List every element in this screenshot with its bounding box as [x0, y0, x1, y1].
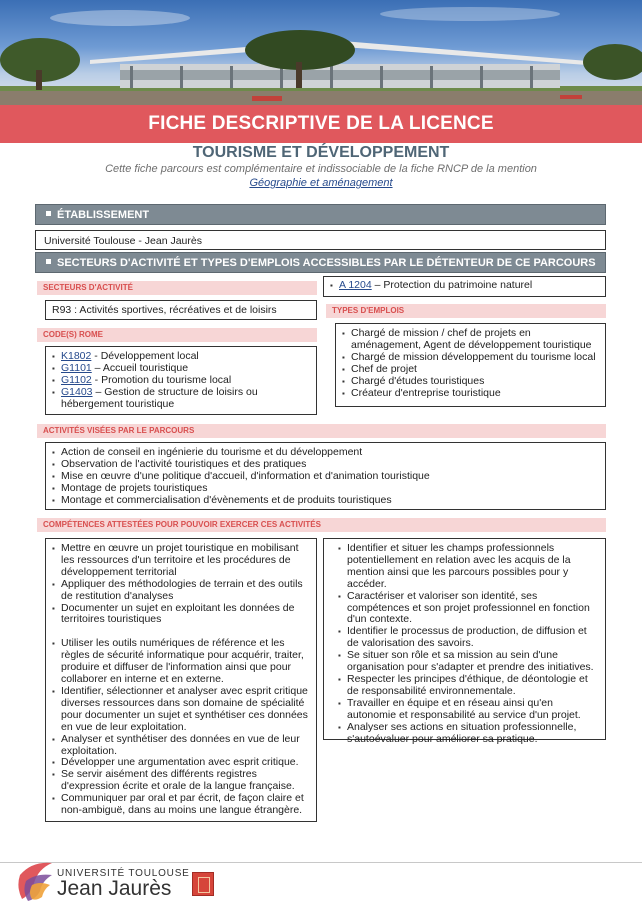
secteurs-box — [45, 300, 317, 320]
list-item — [330, 280, 599, 292]
list-item: ▪ Identifier le processus de production, de diffusion et de valorisation des savoirs. — [338, 626, 599, 650]
university-logo-icon — [18, 855, 58, 905]
list-item: ▪ Analyser ses actions en situation professionnelle, s'autoévaluer pour améliorer sa pratique. — [338, 722, 599, 746]
list-item: ▪ Travailler en équipe et en réseau ainsi qu'en autonomie et responsabilité au service d'un projet. — [338, 698, 599, 722]
mention-line — [0, 177, 642, 189]
right-code-list — [330, 280, 599, 292]
list-item — [52, 387, 310, 411]
competences-right-box — [323, 538, 606, 745]
campus-illustration — [0, 0, 642, 105]
list-item: ▪ Chargé de mission / chef de projets en aménagement, Agent de développement touristique — [342, 328, 599, 352]
list-item: ▪ Caractériser et valoriser son identité, ses compétences et son projet professionnel en fonction d'un contexte. — [338, 591, 599, 627]
secteurs-label: SECTEURS D'ACTIVITÉ — [37, 281, 317, 295]
mention-link[interactable]: Géographie et aménagement — [249, 177, 393, 189]
list-item: ▪ Respecter les principes d'éthique, de déontologie et de responsabilité environnementale. — [338, 674, 599, 698]
rome-code-text: – Gestion de structure de loisirs ou hébergement touristique — [61, 385, 258, 410]
section-etablissement-title: ÉTABLISSEMENT — [57, 209, 150, 221]
rncp-note: Cette fiche parcours est complémentaire et indissociable de la fiche RNCP de la mention — [105, 163, 537, 175]
list-item: ▪ Chef de projet — [342, 364, 599, 376]
list-item: ▪ Mise en œuvre d'une politique d'accueil, d'information et d'animation touristique — [52, 471, 599, 483]
parcours-title: TOURISME ET DÉVELOPPEMENT — [192, 144, 450, 161]
rome-code-text: - Promotion du tourisme local — [91, 373, 232, 386]
list-item: ▪ Créateur d'entreprise touristique — [342, 388, 599, 400]
section-secteurs-types-title: SECTEURS D'ACTIVITÉ ET TYPES D'EMPLOIS ACCESSIBLES PAR LE DÉTENTEUR DE CE PARCOURS — [57, 257, 596, 269]
list-item: ▪ Observation de l'activité touristiques et des pratiques — [52, 459, 599, 471]
etablissement-box — [35, 230, 606, 250]
logo-name-line: Jean Jaurès — [57, 877, 172, 900]
square-bullet-icon — [46, 211, 51, 216]
list-item: ▪ Documenter un sujet en exploitant les données de territoires touristiques — [52, 603, 310, 627]
types-emplois-box — [335, 323, 606, 407]
list-item: ▪ Communiquer par oral et par écrit, de façon claire et non-ambiguë, dans au moins une langue étrangère. — [52, 793, 310, 817]
activites-label: ACTIVITÉS VISÉES PAR LE PARCOURS — [37, 424, 606, 438]
competences-right-list — [338, 543, 599, 745]
list-item: ▪ Montage de projets touristiques — [52, 483, 599, 495]
rome-code-text: - Développement local — [91, 350, 199, 362]
rome-code-link[interactable]: G1101 — [61, 361, 92, 374]
rome-code-link[interactable]: G1102 — [61, 373, 92, 386]
rome-code-link[interactable]: K1802 — [61, 350, 92, 362]
competences-left-list — [52, 543, 310, 817]
list-item: ▪ Chargé de mission développement du tourisme local — [342, 352, 599, 364]
secteurs-value: R93 : Activités sportives, récréatives et de loisirs — [52, 304, 277, 316]
codes-rome-box — [45, 346, 317, 415]
rome-code-link[interactable]: G1403 — [61, 385, 93, 398]
competences-label: COMPÉTENCES ATTESTÉES POUR POUVOIR EXERCER CES ACTIVITÉS — [37, 518, 606, 532]
list-item: ▪ Identifier et situer les champs professionnels potentiellement en relation avec les acquis de la mention ainsi que les parcours possibles pour y accéder. — [338, 543, 599, 591]
footer-divider — [0, 862, 642, 863]
rome-code-link[interactable]: A 1204 — [339, 279, 372, 291]
rome-code-text: – Protection du patrimoine naturel — [371, 279, 533, 291]
activites-list — [52, 447, 599, 507]
codes-rome-list — [52, 351, 310, 411]
square-bullet-icon — [46, 259, 51, 264]
section-etablissement — [35, 204, 606, 225]
list-item: ▪ Développer une argumentation avec esprit critique. — [52, 757, 310, 769]
campus-photo — [0, 0, 642, 105]
list-item: ▪ Se servir aisément des différents registres d'expression écrite et orale de la langue française. — [52, 769, 310, 793]
list-item: ▪ Appliquer des méthodologies de terrain et des outils de restitution d'analyses — [52, 579, 310, 603]
rome-code-text: – Accueil touristique — [91, 361, 189, 374]
codes-rome-label: CODE(S) ROME — [37, 328, 317, 342]
list-item: ▪ Chargé d'études touristiques — [342, 376, 599, 388]
seal-icon — [192, 872, 214, 896]
logo-university-line: UNIVERSITÉ TOULOUSE — [57, 868, 190, 879]
types-emplois-label: TYPES D'EMPLOIS — [326, 304, 606, 318]
types-emplois-list — [342, 328, 599, 399]
list-item: ▪ Montage et commercialisation d'évènements et de produits touristiques — [52, 495, 599, 507]
list-item: ▪ Action de conseil en ingénierie du tourisme et du développement — [52, 447, 599, 459]
competences-left-box — [45, 538, 317, 822]
etablissement-value: Université Toulouse - Jean Jaurès — [44, 235, 202, 247]
right-code-box — [323, 276, 606, 297]
list-item: ▪ Utiliser les outils numériques de référence et les règles de sécurité informatique pour acquérir, traiter, produire et diffuser de l'information ainsi que pour collaborer en interne et en externe. — [52, 638, 310, 686]
list-item: ▪ Identifier, sélectionner et analyser avec esprit critique diverses ressources dans son domaine de spécialité pour documenter un sujet et synthétiser ces données en vue de leur exploitation. — [52, 686, 310, 734]
activites-box — [45, 442, 606, 510]
list-item: ▪ Analyser et synthétiser des données en vue de leur exploitation. — [52, 734, 310, 758]
list-item: ▪ Se situer son rôle et sa mission au sein d'une organisation pour s'adapter et prendre des initiatives. — [338, 650, 599, 674]
list-item: ▪ Mettre en œuvre un projet touristique en mobilisant les ressources d'un territoire et les procédures de développement territorial — [52, 543, 310, 579]
document-title-banner: FICHE DESCRIPTIVE DE LA LICENCE — [0, 105, 642, 143]
section-secteurs-types — [35, 252, 606, 273]
